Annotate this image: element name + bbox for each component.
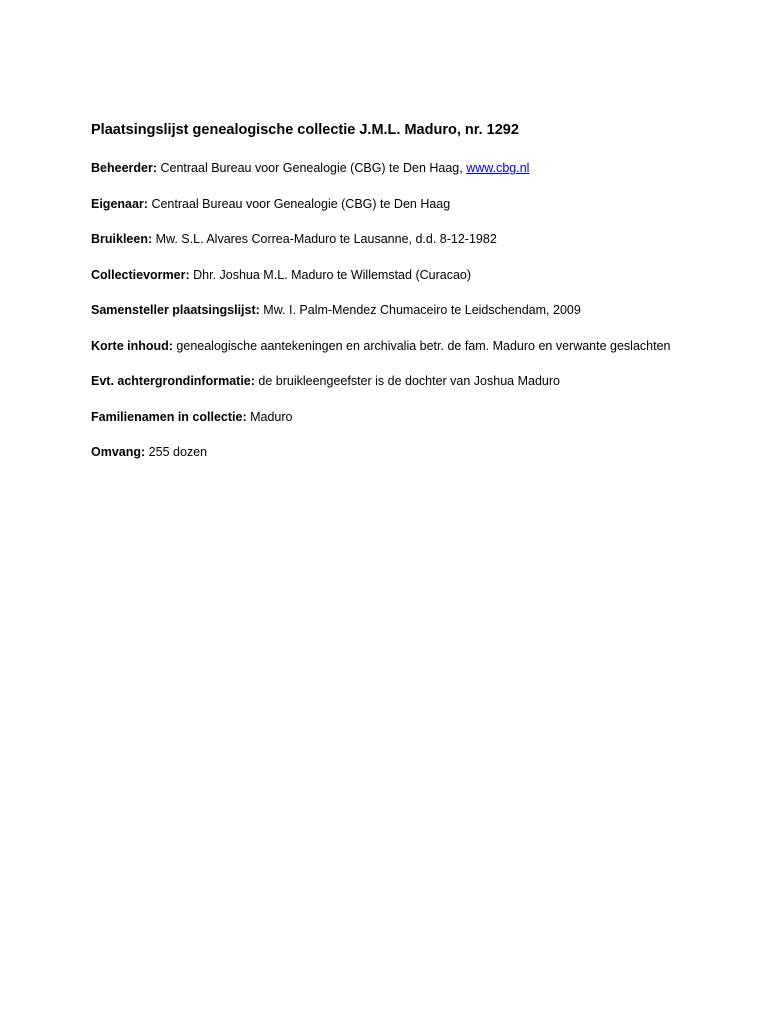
field-samensteller (91, 302, 691, 318)
field-label-korte-inhoud: Korte inhoud: (91, 338, 173, 353)
field-eigenaar (91, 196, 691, 212)
field-value-omvang: 255 dozen (145, 445, 208, 459)
field-familienamen (91, 409, 691, 425)
field-label-collectievormer: Collectievormer: (91, 267, 190, 282)
field-bruikleen (91, 231, 691, 247)
field-beheerder (91, 160, 691, 176)
field-value-bruikleen: Mw. S.L. Alvares Correa-Maduro te Lausanne, d.d. 8-12-1982 (152, 232, 497, 246)
field-achtergrond (91, 373, 691, 389)
field-collectievormer (91, 267, 691, 283)
field-korte-inhoud (91, 338, 691, 354)
field-value-samensteller: Mw. I. Palm-Mendez Chumaceiro te Leidschendam, 2009 (259, 303, 581, 317)
field-label-familienamen: Familienamen in collectie: (91, 409, 247, 424)
field-label-eigenaar: Eigenaar: (91, 196, 148, 211)
field-omvang (91, 444, 691, 460)
field-label-samensteller: Samensteller plaatsingslijst: (91, 303, 260, 317)
document-page (91, 120, 691, 480)
field-value-achtergrond: de bruikleengeefster is de dochter van Joshua Maduro (254, 374, 560, 388)
document-title: Plaatsingslijst genealogische collectie J.M.L. Maduro, nr. 1292 (91, 122, 519, 138)
field-value-eigenaar: Centraal Bureau voor Genealogie (CBG) te Den Haag (147, 196, 451, 211)
field-label-omvang: Omvang: (91, 445, 146, 459)
field-value-familienamen: Maduro (246, 409, 293, 424)
field-value-korte-inhoud: genealogische aantekeningen en archivalia betr. de fam. Maduro en verwante geslachten (172, 338, 671, 353)
field-label-achtergrond: Evt. achtergrondinformatie: (91, 374, 255, 388)
field-value-collectievormer: Dhr. Joshua M.L. Maduro te Willemstad (Curacao) (189, 267, 472, 282)
field-label-beheerder: Beheerder: (91, 161, 157, 175)
field-value-beheerder: Centraal Bureau voor Genealogie (CBG) te Den Haag, (157, 161, 467, 175)
field-label-bruikleen: Bruikleen: (91, 232, 153, 246)
cbg-website-link[interactable]: www.cbg.nl (466, 161, 530, 175)
